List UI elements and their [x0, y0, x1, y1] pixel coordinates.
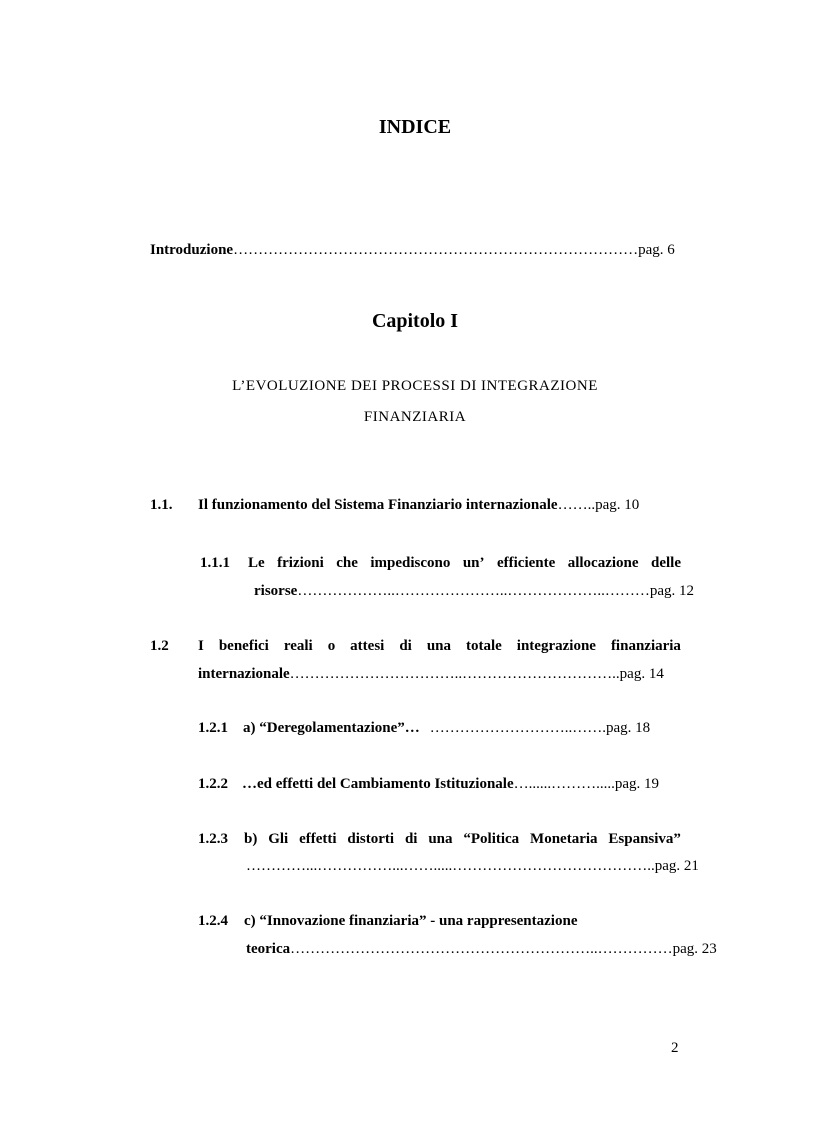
toc-entry-page: pag. 19	[614, 776, 660, 792]
toc-word: o	[327, 638, 336, 654]
toc-word: una	[428, 831, 453, 847]
toc-entry-title: …ed effetti del Cambiamento Istituzionale	[242, 776, 514, 792]
toc-entry-page: pag. 23	[672, 941, 717, 957]
toc-entry-number: 1.1.	[150, 497, 173, 513]
toc-entry-number: 1.2.4	[198, 913, 228, 929]
toc-word: I	[198, 638, 204, 654]
index-title: INDICE	[378, 116, 452, 138]
toc-word: benefici	[218, 638, 269, 654]
toc-entry-continuation: teorica	[246, 941, 291, 957]
toc-word: frizioni	[277, 555, 324, 571]
toc-entry-title: Il funzionamento del Sistema Finanziario internazionale	[198, 497, 558, 513]
toc-word: attesi	[350, 638, 385, 654]
toc-word: Le	[248, 555, 265, 571]
chapter-subtitle-line2: FINANZIARIA	[363, 409, 467, 425]
toc-entry-dots: ……………………………..…………………………..	[289, 666, 620, 682]
toc-entry-1-2-line2	[198, 666, 682, 683]
toc-entry-page: pag. 10	[595, 497, 640, 513]
toc-entry-dots: ……………………………………………………..……………	[290, 941, 673, 957]
toc-entry-1-2-line1	[198, 638, 681, 655]
toc-entry-number: 1.2.2	[198, 776, 228, 792]
toc-entry-1-2-1	[243, 720, 682, 737]
toc-word: b)	[244, 831, 258, 847]
toc-word: integrazione	[516, 638, 596, 654]
toc-word: Gli	[268, 831, 289, 847]
toc-entry-1-2-3-line1	[244, 831, 681, 848]
toc-introduction	[150, 242, 682, 259]
chapter-title: Capitolo I	[371, 310, 459, 332]
toc-introduction-dots: ………………………………………………………………………	[233, 242, 639, 258]
toc-entry-number: 1.2.1	[198, 720, 228, 736]
toc-entry-page: pag. 12	[649, 583, 694, 599]
toc-entry-page: pag. 21	[654, 858, 699, 874]
chapter-subtitle-line1: L’EVOLUZIONE DEI PROCESSI DI INTEGRAZIONE	[232, 378, 598, 394]
toc-word: “Politica	[463, 831, 520, 847]
toc-entry-number: 1.2.3	[198, 831, 228, 847]
toc-word: delle	[651, 555, 681, 571]
toc-word: che	[336, 555, 358, 571]
toc-word: Espansiva”	[608, 831, 681, 847]
toc-word: un’	[462, 555, 485, 571]
toc-entry-1-2-2	[242, 776, 682, 793]
toc-word: distorti	[347, 831, 395, 847]
toc-entry-1-2-3-line2	[246, 858, 699, 875]
toc-word: reali	[283, 638, 313, 654]
toc-entry-number: 1.2	[150, 638, 169, 654]
page-number: 2	[671, 1040, 679, 1056]
toc-word: efficiente	[496, 555, 556, 571]
toc-word: di	[404, 831, 418, 847]
toc-entry-1-1-1-line1	[248, 555, 681, 572]
toc-entry-page: pag. 14	[619, 666, 664, 682]
toc-entry-dots: …......……….....	[513, 776, 615, 792]
toc-word: una	[426, 638, 451, 654]
toc-entry-1-1-1-line2	[254, 583, 694, 600]
toc-entry-title: c) “Innovazione finanziaria” - una rappresentazione	[244, 913, 578, 929]
toc-word: totale	[465, 638, 502, 654]
toc-entry-continuation: risorse	[254, 583, 298, 599]
toc-word: allocazione	[567, 555, 639, 571]
toc-entry-continuation: internazionale	[198, 666, 290, 682]
toc-entry-dots: ………………..…………………..………………..………	[297, 583, 650, 599]
toc-entry-page: pag. 18	[606, 720, 651, 736]
toc-entry-dots: …………...……………...…….....…………………………………..	[246, 858, 655, 874]
toc-word: effetti	[299, 831, 337, 847]
toc-introduction-label: Introduzione	[150, 242, 234, 258]
toc-entry-1-1	[198, 497, 682, 514]
toc-word: impediscono	[370, 555, 451, 571]
toc-word: di	[399, 638, 412, 654]
toc-entry-dots: ……..	[557, 497, 596, 513]
toc-entry-title: a) “Deregolamentazione”…	[243, 720, 420, 736]
toc-entry-1-2-4-line2	[246, 941, 717, 958]
toc-introduction-page: pag. 6	[638, 242, 675, 258]
toc-word: Monetaria	[530, 831, 598, 847]
toc-entry-number: 1.1.1	[200, 555, 230, 571]
toc-word: finanziaria	[610, 638, 681, 654]
toc-entry-dots: ………………………..…….	[429, 720, 607, 736]
